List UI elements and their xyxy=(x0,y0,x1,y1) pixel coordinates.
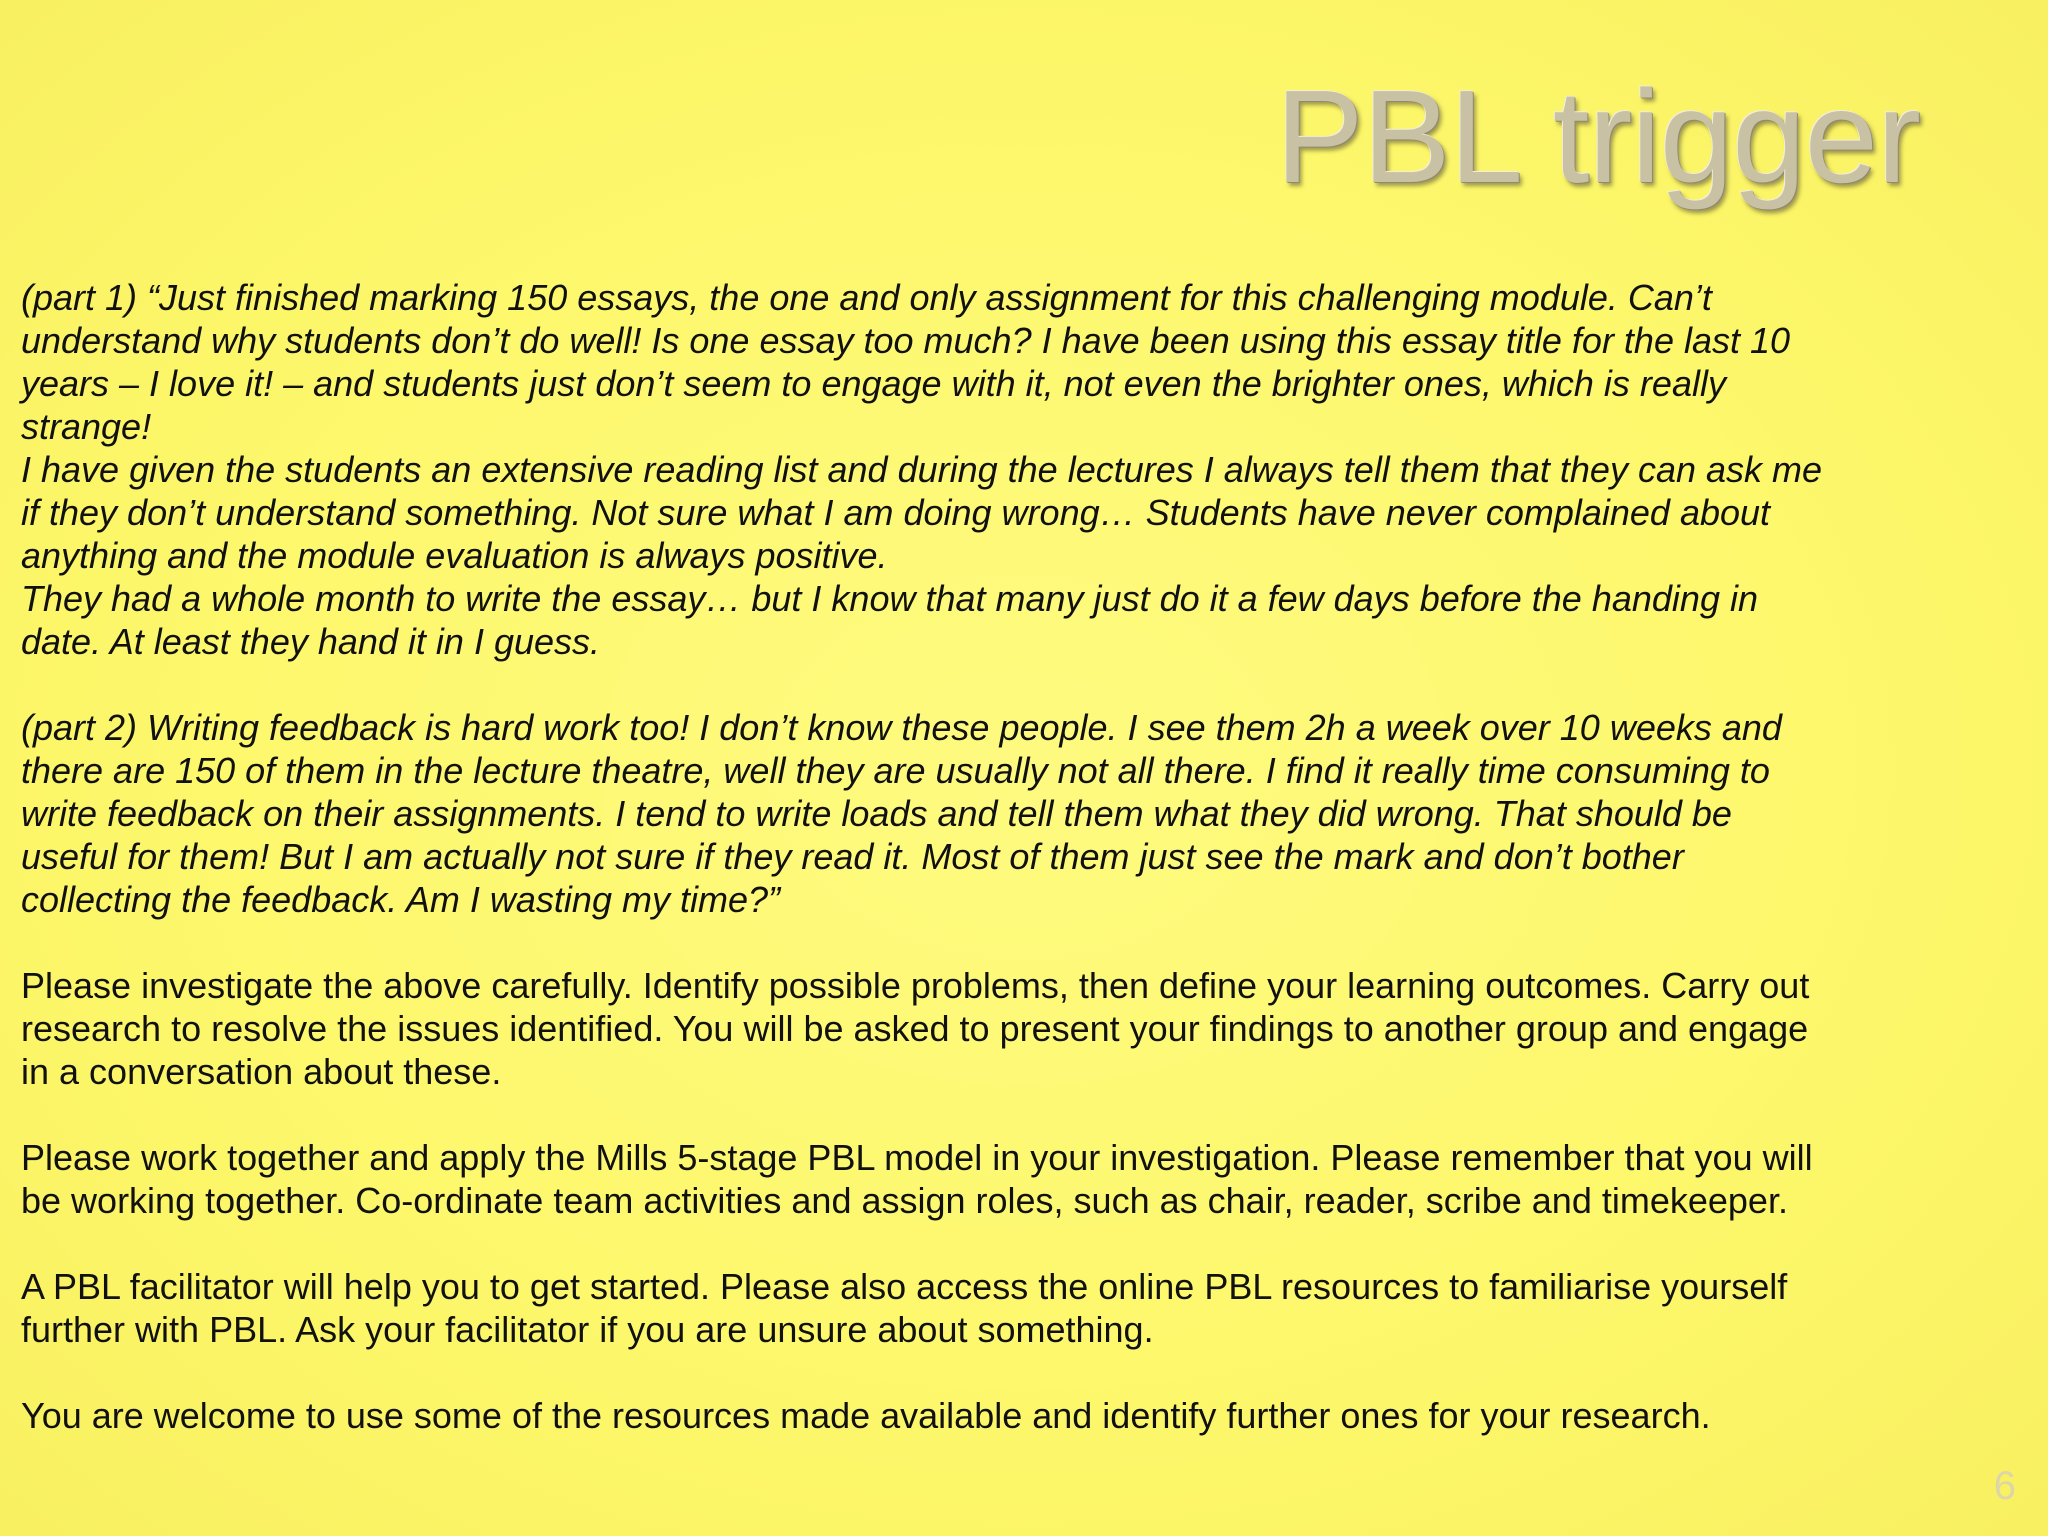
trigger-part-1-line: They had a whole month to write the essay… but I know that many just do it a few days before the handing in xyxy=(21,578,1758,619)
instruction-teamwork-line: be working together. Co-ordinate team activities and assign roles, such as chair, reader, scribe and timekeeper. xyxy=(21,1180,1788,1221)
trigger-part-2-line: useful for them! But I am actually not sure if they read it. Most of them just see the mark and don’t bother xyxy=(21,836,1684,877)
trigger-part-2 xyxy=(21,706,2031,921)
instruction-investigate-line: research to resolve the issues identified. You will be asked to present your findings to another group and engage xyxy=(21,1008,1809,1049)
trigger-part-1-line: years – I love it! – and students just don’t seem to engage with it, not even the brighter ones, which is really xyxy=(21,363,1726,404)
paragraph-spacer xyxy=(21,1222,2031,1265)
trigger-part-1-line: if they don’t understand something. Not sure what I am doing wrong… Students have never complained about xyxy=(21,492,1771,533)
slide-title: PBL trigger xyxy=(1275,63,1920,210)
instruction-investigate-line: in a conversation about these. xyxy=(21,1051,502,1092)
instruction-resources-line: You are welcome to use some of the resources made available and identify further ones for your research. xyxy=(21,1395,1711,1436)
instruction-investigate-line: Please investigate the above carefully. Identify possible problems, then define your learning outcomes. Carry out xyxy=(21,965,1810,1006)
instruction-resources xyxy=(21,1394,2031,1437)
paragraph-spacer xyxy=(21,1351,2031,1394)
instruction-facilitator-line: further with PBL. Ask your facilitator if you are unsure about something. xyxy=(21,1309,1154,1350)
instruction-teamwork xyxy=(21,1136,2031,1222)
trigger-part-2-line: there are 150 of them in the lecture theatre, well they are usually not all there. I find it really time consuming to xyxy=(21,750,1770,791)
trigger-part-1-line: understand why students don’t do well! Is one essay too much? I have been using this essay title for the last 10 xyxy=(21,320,1791,361)
trigger-part-2-line: (part 2) Writing feedback is hard work too! I don’t know these people. I see them 2h a week over 10 weeks and xyxy=(21,707,1782,748)
instruction-facilitator-line: A PBL facilitator will help you to get started. Please also access the online PBL resources to familiarise yourself xyxy=(21,1266,1788,1307)
trigger-part-1-line: I have given the students an extensive reading list and during the lectures I always tell them that they can ask me xyxy=(21,449,1823,490)
slide-body xyxy=(21,276,2031,1437)
trigger-part-1-line: strange! xyxy=(21,406,152,447)
trigger-part-1-line: anything and the module evaluation is always positive. xyxy=(21,535,888,576)
trigger-part-2-line: collecting the feedback. Am I wasting my time?” xyxy=(21,879,780,920)
trigger-part-1-line: (part 1) “Just finished marking 150 essays, the one and only assignment for this challenging module. Can’t xyxy=(21,277,1712,318)
instruction-investigate xyxy=(21,964,2031,1093)
trigger-part-1-line: date. At least they hand it in I guess. xyxy=(21,621,601,662)
paragraph-spacer xyxy=(21,663,2031,706)
paragraph-spacer xyxy=(21,921,2031,964)
page-number: 6 xyxy=(1993,1464,2016,1508)
instruction-teamwork-line: Please work together and apply the Mills 5-stage PBL model in your investigation. Please remember that you will xyxy=(21,1137,1813,1178)
paragraph-spacer xyxy=(21,1093,2031,1136)
trigger-part-1 xyxy=(21,276,2031,663)
instruction-facilitator xyxy=(21,1265,2031,1351)
trigger-part-2-line: write feedback on their assignments. I tend to write loads and tell them what they did wrong. That should be xyxy=(21,793,1732,834)
